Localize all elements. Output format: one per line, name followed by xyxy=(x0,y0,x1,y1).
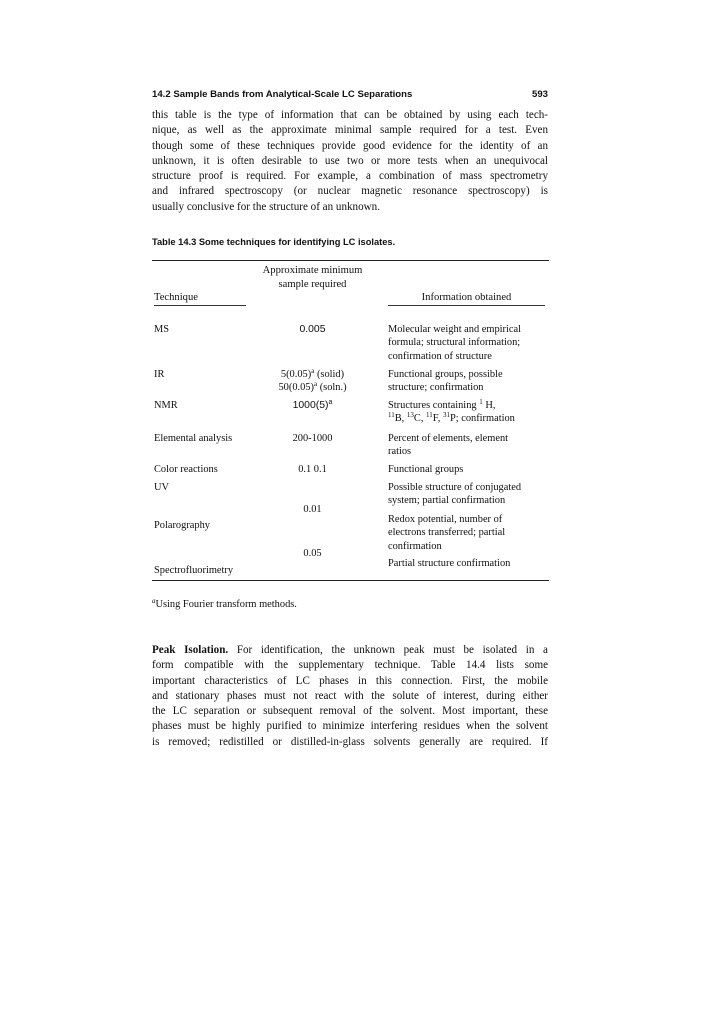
table-row-technique: IR xyxy=(154,369,165,380)
info-line: system; partial confirmation xyxy=(388,495,506,507)
table-row-info: Structures containing $^1$ H, $^{11}$B, $^{13}$C, $^{11}$F, $^{31}$P; confirmation xyxy=(388,398,515,425)
table-row-info xyxy=(388,481,550,508)
table-row-technique: Polarography xyxy=(154,520,210,531)
table-row-info: Functional groups xyxy=(388,464,464,475)
paragraph-heading: Peak Isolation. xyxy=(152,644,229,656)
table-row-info xyxy=(388,323,550,363)
table-caption: Table 14.3 Some techniques for identifying LC isolates. xyxy=(152,237,396,247)
info-line: Percent of elements, element xyxy=(388,433,509,444)
info-line: confirmation of structure xyxy=(388,350,492,362)
info-line: ratios xyxy=(388,446,412,458)
table-bottom-rule xyxy=(152,580,549,581)
table-row-technique: NMR xyxy=(154,400,178,411)
table-row-technique: MS xyxy=(154,324,170,335)
paragraph-line: though some of these techniques provide good evidence for the identity of an xyxy=(152,139,548,152)
paragraph-line: structure proof is required. For example, a combination of mass spectrometry xyxy=(152,170,548,183)
paragraph-line: important characteristics of LC phases in this connection. First, the mobile xyxy=(152,674,548,687)
paragraph-line: this table is the type of information that can be obtained by using each tech- xyxy=(152,109,548,121)
column-header-sample xyxy=(250,264,375,292)
table-row-sample: 0.05 xyxy=(303,548,322,559)
table-row-info xyxy=(388,432,550,459)
paragraph-line: nique, as well as the approximate minimal sample required for a test. Even xyxy=(152,124,548,137)
info-line: Possible structure of conjugated xyxy=(388,482,522,493)
paragraph-line: and infrared spectroscopy (or nuclear magnetic resonance spectroscopy) is xyxy=(152,185,548,198)
table-footnote: $^a$Using Fourier transform methods. xyxy=(152,597,297,610)
paragraph-line: form compatible with the supplementary technique. Table 14.4 lists some xyxy=(152,659,548,672)
info-line: formula; structural information; xyxy=(388,337,521,349)
info-line: electrons transferred; partial xyxy=(388,527,506,539)
page-number: 593 xyxy=(531,89,548,100)
info-line: Redox potential, number of xyxy=(388,514,503,525)
table-row-info: Partial structure confirmation xyxy=(388,558,511,569)
column-header-info: Information obtained xyxy=(388,291,545,306)
table-row-sample: $5(0.05)^a$ (solid) $50(0.05)^a$ (soln.) xyxy=(278,367,347,394)
table-row-sample: 200-1000 xyxy=(292,433,333,444)
paragraph-line: is removed; redistilled or distilled-in-glass solvents generally are required. If xyxy=(152,735,548,748)
table-row-sample: 0.01 xyxy=(303,504,322,515)
paragraph-line: the LC separation or subsequent removal of the solvent. Most important, these xyxy=(152,705,548,718)
table-row-info xyxy=(388,513,550,553)
column-header-sample-line: Approximate minimum xyxy=(262,265,363,276)
table-row-technique: UV xyxy=(154,482,170,493)
table-row-technique: Color reactions xyxy=(154,464,218,475)
info-line: confirmation xyxy=(388,540,442,552)
paragraph-line: and stationary phases must not react with the solute of interest, during either xyxy=(152,689,548,702)
peak-isolation-paragraph xyxy=(152,643,548,750)
info-line: Functional groups, possible xyxy=(388,369,503,380)
paragraph-line: phases must be highly purified to minimize interfering residues when the solvent xyxy=(152,720,548,733)
table-row-technique: Spectrofluorimetry xyxy=(154,565,234,576)
table-row-sample: $1000(5)^a$ xyxy=(292,399,333,411)
table-top-rule xyxy=(152,260,549,261)
paragraph-line: Peak Isolation. For identification, the unknown peak must be isolated in a xyxy=(152,644,548,656)
info-line: Molecular weight and empirical xyxy=(388,324,522,335)
table-row-technique: Elemental analysis xyxy=(154,433,233,444)
table-row-sample: 0.1 0.1 xyxy=(298,464,327,475)
column-header-technique: Technique xyxy=(154,291,246,306)
paragraph-line: unknown, it is often desirable to use two or more tests when an unequivocal xyxy=(152,154,548,167)
paragraph-line: usually conclusive for the structure of an unknown. xyxy=(152,200,380,213)
section-title: 14.2 Sample Bands from Analytical-Scale LC Separations xyxy=(152,89,413,100)
table-row-sample: 0.005 xyxy=(299,324,326,335)
table-row-info xyxy=(388,368,550,395)
intro-paragraph xyxy=(152,108,548,215)
column-header-sample-line: sample required xyxy=(278,279,347,290)
info-line: structure; confirmation xyxy=(388,382,484,394)
running-header xyxy=(152,89,548,100)
